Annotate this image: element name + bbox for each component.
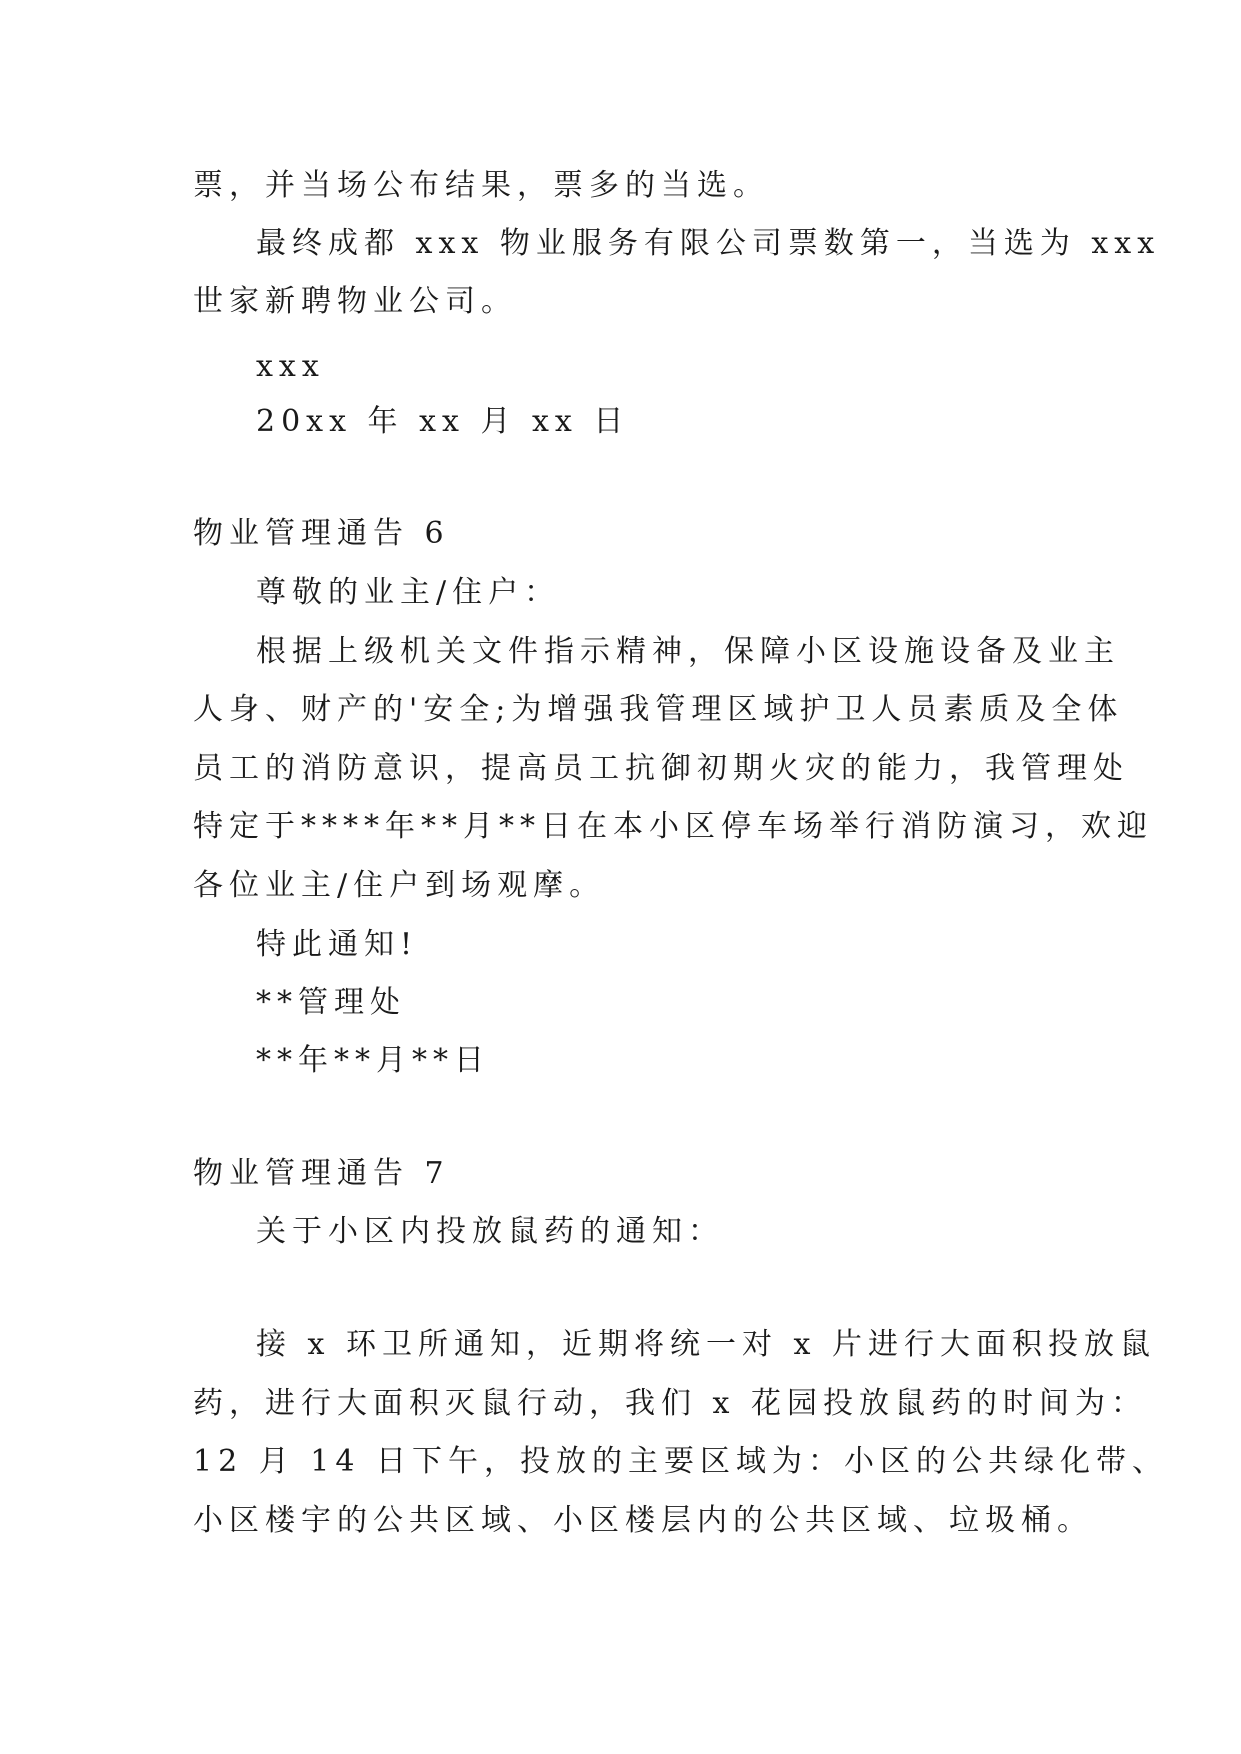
signature-date: 20xx 年 xx 月 xx 日 bbox=[256, 404, 630, 439]
paragraph-line: 接 x 环卫所通知，近期将统一对 x 片进行大面积投放鼠 bbox=[256, 1327, 1156, 1362]
paragraph-line: 票，并当场公布结果，票多的当选。 bbox=[193, 168, 769, 203]
paragraph-line: 最终成都 xxx 物业服务有限公司票数第一，当选为 xxx bbox=[256, 226, 1161, 261]
salutation: 尊敬的业主/住户： bbox=[256, 575, 561, 610]
paragraph-line: 人身、财产的'安全;为增强我管理区域护卫人员素质及全体 bbox=[193, 692, 1124, 727]
section-title: 物业管理通告 7 bbox=[193, 1156, 450, 1191]
section-title: 物业管理通告 6 bbox=[193, 516, 450, 551]
signature-date: **年**月**日 bbox=[256, 1043, 490, 1078]
signature-name: xxx bbox=[256, 349, 325, 384]
signer: **管理处 bbox=[256, 985, 406, 1020]
paragraph-line: 12 月 14 日下午，投放的主要区域为：小区的公共绿化带、 bbox=[193, 1444, 1168, 1479]
closing: 特此通知! bbox=[256, 927, 419, 962]
paragraph-line: 世家新聘物业公司。 bbox=[193, 284, 517, 319]
paragraph-line: 特定于****年**月**日在本小区停车场举行消防演习，欢迎 bbox=[193, 809, 1153, 844]
paragraph-line: 根据上级机关文件指示精神，保障小区设施设备及业主 bbox=[256, 634, 1120, 669]
notice-subject: 关于小区内投放鼠药的通知： bbox=[256, 1214, 724, 1249]
paragraph-line: 药，进行大面积灭鼠行动，我们 x 花园投放鼠药的时间为： bbox=[193, 1386, 1147, 1421]
paragraph-line: 员工的消防意识，提高员工抗御初期火灾的能力，我管理处 bbox=[193, 751, 1129, 786]
paragraph-line: 小区楼宇的公共区域、小区楼层内的公共区域、垃圾桶。 bbox=[193, 1503, 1093, 1538]
paragraph-line: 各位业主/住户到场观摩。 bbox=[193, 868, 606, 903]
